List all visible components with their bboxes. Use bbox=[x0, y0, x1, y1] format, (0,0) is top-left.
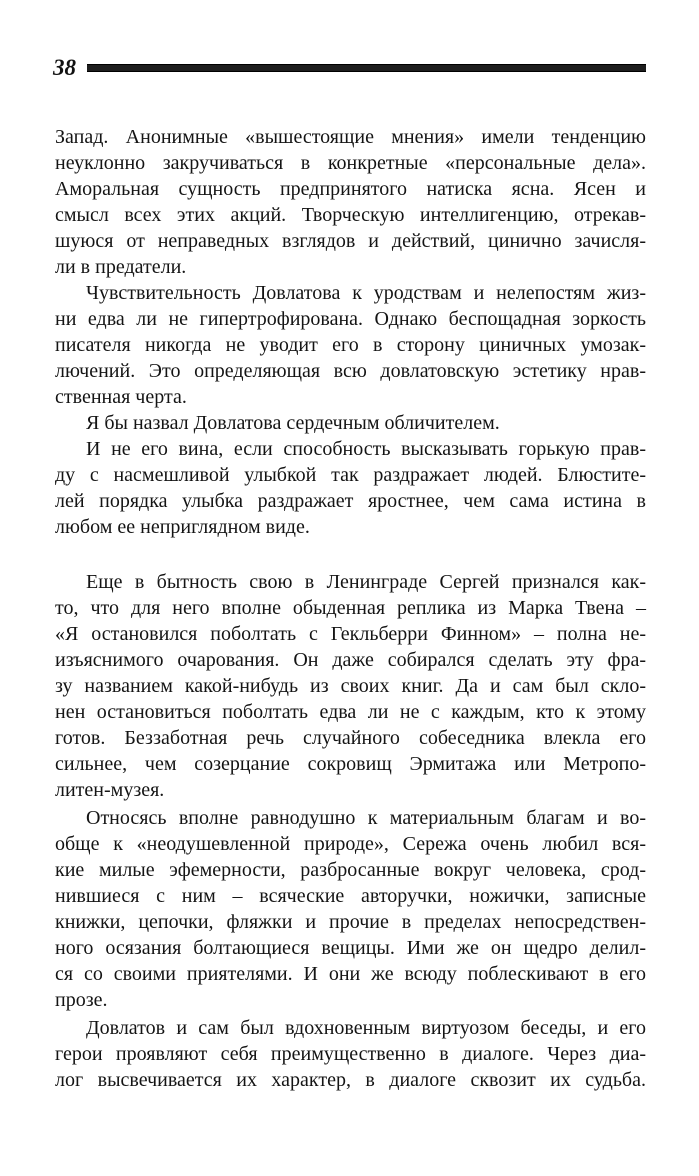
text-line: Относясь вполне равнодушно к материальным благам и во- bbox=[86, 807, 646, 829]
text-line: книжки, цепочки, фляжки и прочие в пределах непосредствен- bbox=[55, 911, 646, 933]
text-line: зу названием какой-нибудь из своих книг. Да и сам был скло- bbox=[55, 675, 646, 697]
text-line: ду с насмешливой улыбкой так раздражает людей. Блюстите- bbox=[55, 464, 646, 486]
text-line: ного осязания болтающиеся вещицы. Ими же он щедро делил- bbox=[55, 937, 646, 959]
text-line: ни едва ли не гипертрофирована. Однако беспощадная зоркость bbox=[55, 308, 646, 330]
text-line: изъяснимого очарования. Он даже собирался сделать эту фра- bbox=[55, 649, 646, 671]
text-line: «Я остановился поболтать с Гекльберри Финном» – полна не- bbox=[55, 623, 646, 645]
text-line: то, что для него вполне обыденная реплика из Марка Твена – bbox=[55, 597, 646, 619]
text-line: И не его вина, если способность высказывать горькую прав- bbox=[86, 438, 646, 460]
text-line: смысл всех этих акций. Творческую интеллигенцию, отрекав- bbox=[55, 204, 646, 226]
text-line: лог высвечивается их характер, в диалоге сквозит их судьба. bbox=[55, 1069, 646, 1091]
text-line: литен-музея. bbox=[55, 779, 165, 801]
text-line: лей порядка улыбка раздражает яростнее, чем сама истина в bbox=[55, 490, 646, 512]
header-rule bbox=[87, 64, 646, 72]
text-line: ся со своими приятелями. И они же всюду поблескивают в его bbox=[55, 963, 646, 985]
text-line: кие милые эфемерности, разбросанные вокруг человека, срод- bbox=[55, 859, 646, 881]
text-line: ли в предатели. bbox=[55, 256, 187, 278]
text-line: Еще в бытность свою в Ленинграде Сергей признался как- bbox=[86, 571, 646, 593]
text-line: Чувствительность Довлатова к уродствам и нелепостям жиз- bbox=[86, 282, 646, 304]
text-line: обще к «неодушевленной природе», Сережа очень любил вся- bbox=[55, 833, 646, 855]
page-header bbox=[53, 56, 647, 80]
text-line: Запад. Анонимные «вышестоящие мнения» имели тенденцию bbox=[55, 126, 646, 148]
text-line: неуклонно закручиваться в конкретные «персональные дела». bbox=[55, 152, 646, 174]
text-line: нен остановиться поболтать едва ли не с каждым, кто к этому bbox=[55, 701, 646, 723]
text-line: нившиеся с ним – всяческие авторучки, ножички, записные bbox=[55, 885, 646, 907]
text-line: Довлатов и сам был вдохновенным виртуозом беседы, и его bbox=[86, 1017, 646, 1039]
text-line: ственная черта. bbox=[55, 386, 187, 408]
text-line: писателя никогда не уводит его в сторону циничных умозак- bbox=[55, 334, 646, 356]
text-line: герои проявляют себя преимущественно в диалоге. Через диа- bbox=[55, 1043, 646, 1065]
text-line: любом ее неприглядном виде. bbox=[55, 516, 310, 538]
text-line: Я бы назвал Довлатова сердечным обличителем. bbox=[86, 412, 500, 434]
text-line: лючений. Это определяющая всю довлатовскую эстетику нрав- bbox=[55, 360, 646, 382]
text-line: прозе. bbox=[55, 989, 108, 1011]
text-line: сильнее, чем созерцание сокровищ Эрмитажа или Метропо- bbox=[55, 753, 646, 775]
text-line: шуюся от неправедных взглядов и действий, цинично зачисля- bbox=[55, 230, 646, 252]
page-number: 38 bbox=[53, 55, 76, 80]
text-line: Аморальная сущность предпринятого натиска ясна. Ясен и bbox=[55, 178, 646, 200]
text-line: готов. Беззаботная речь случайного собеседника влекла его bbox=[55, 727, 646, 749]
